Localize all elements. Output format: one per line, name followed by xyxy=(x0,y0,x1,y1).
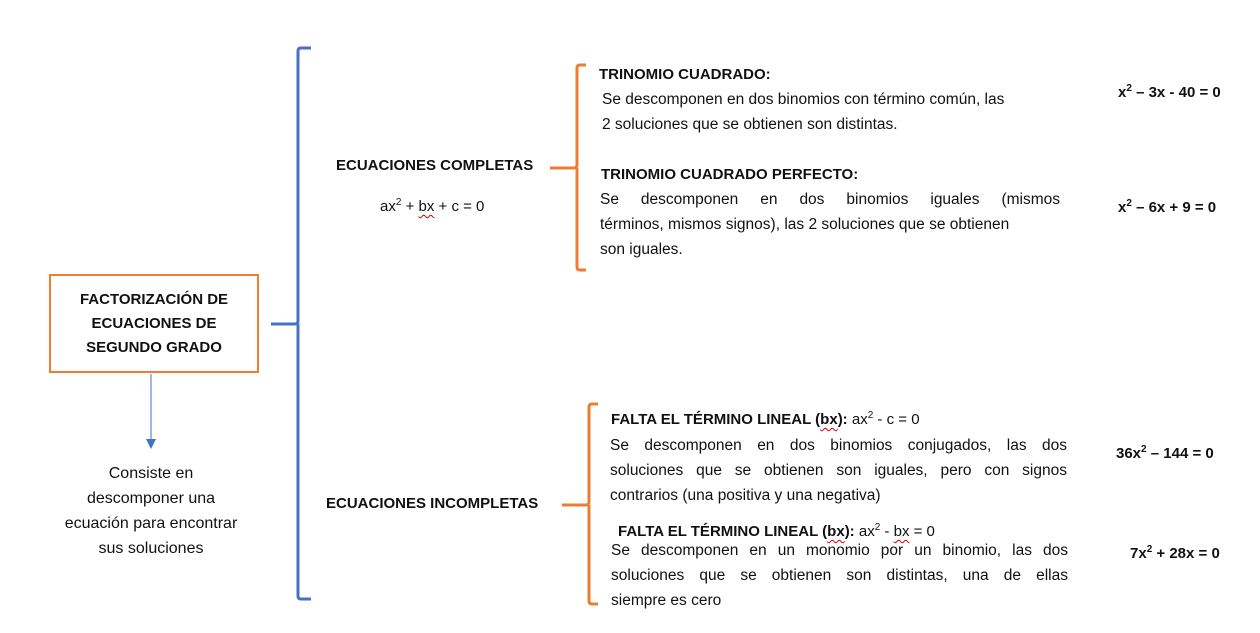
example-trinomio-cuadrado: $x^2 - 3x - 40 = 0$ xyxy=(1118,83,1221,101)
trinomio-cuadrado-heading: TRINOMIO CUADRADO: xyxy=(599,66,771,83)
description xyxy=(45,461,257,561)
example-conjugados: $36x^2 - 144 = 0$ xyxy=(1116,444,1214,462)
complete-brace xyxy=(550,65,586,270)
trinomio-cuadrado-line2: 2 soluciones que se obtienen son distintas. xyxy=(602,116,898,133)
main-topic-line3: SEGUNDO GRADO xyxy=(86,338,222,356)
falta-lineal-1-line2: soluciones que se obtienen son iguales, pero con signos xyxy=(610,462,1067,479)
falta-lineal-heading-2: FALTA EL TÉRMINO LINEAL (bx): $ax^2$ - bx = 0 xyxy=(618,522,935,540)
main-topic-box xyxy=(49,274,259,373)
falta-lineal-2-line2: soluciones que se obtienen son distintas, una de ellas xyxy=(611,567,1068,584)
complete-formula: $ax^2$ + bx + c = 0 xyxy=(380,197,485,215)
trinomio-cuadrado-line1: Se descomponen en dos binomios con término común, las xyxy=(602,91,1005,108)
example-trinomio-perfecto: $x^2 - 6x + 9 = 0$ xyxy=(1118,198,1217,216)
complete-label: ECUACIONES COMPLETAS xyxy=(336,157,534,174)
description-line1: Consiste en xyxy=(108,465,194,482)
description-line4: sus soluciones xyxy=(98,540,204,557)
trinomio-perfecto-heading: TRINOMIO CUADRADO PERFECTO: xyxy=(601,166,859,183)
main-brace xyxy=(271,48,311,599)
trinomio-perfecto-line1: Se descomponen en dos binomios iguales (mismos xyxy=(600,191,1060,208)
trinomio-perfecto-text xyxy=(600,187,1060,262)
falta-lineal-1-line1: Se descomponen en dos binomios conjugados, las dos xyxy=(610,437,1067,454)
description-line2: descomponer una xyxy=(86,490,216,507)
falta-lineal-1-line3: contrarios (una positiva y una negativa) xyxy=(610,487,881,504)
falta-lineal-2-line1: Se descomponen en un monomio por un binomio, las dos xyxy=(611,542,1068,559)
main-topic-line2: ECUACIONES DE xyxy=(91,314,217,332)
trinomio-perfecto-line3: son iguales. xyxy=(600,241,683,258)
example-monomio: $7x^2 + 28x = 0$ xyxy=(1130,544,1220,562)
down-arrow-head xyxy=(146,439,156,449)
falta-lineal-text-1 xyxy=(610,433,1067,508)
trinomio-perfecto-line2: términos, mismos signos), las 2 soluciones que se obtienen xyxy=(600,216,1010,233)
falta-lineal-text-2 xyxy=(611,538,1068,613)
trinomio-cuadrado-text xyxy=(602,87,1072,137)
falta-lineal-2-line3: siempre es cero xyxy=(611,592,722,609)
main-topic-line1: FACTORIZACIÓN DE xyxy=(79,290,229,308)
description-line3: ecuación para encontrar xyxy=(64,515,238,532)
falta-lineal-heading-1: FALTA EL TÉRMINO LINEAL (bx): $ax^2 - c = 0$ xyxy=(611,410,920,428)
incomplete-label: ECUACIONES INCOMPLETAS xyxy=(326,495,539,512)
incomplete-brace xyxy=(562,404,598,604)
